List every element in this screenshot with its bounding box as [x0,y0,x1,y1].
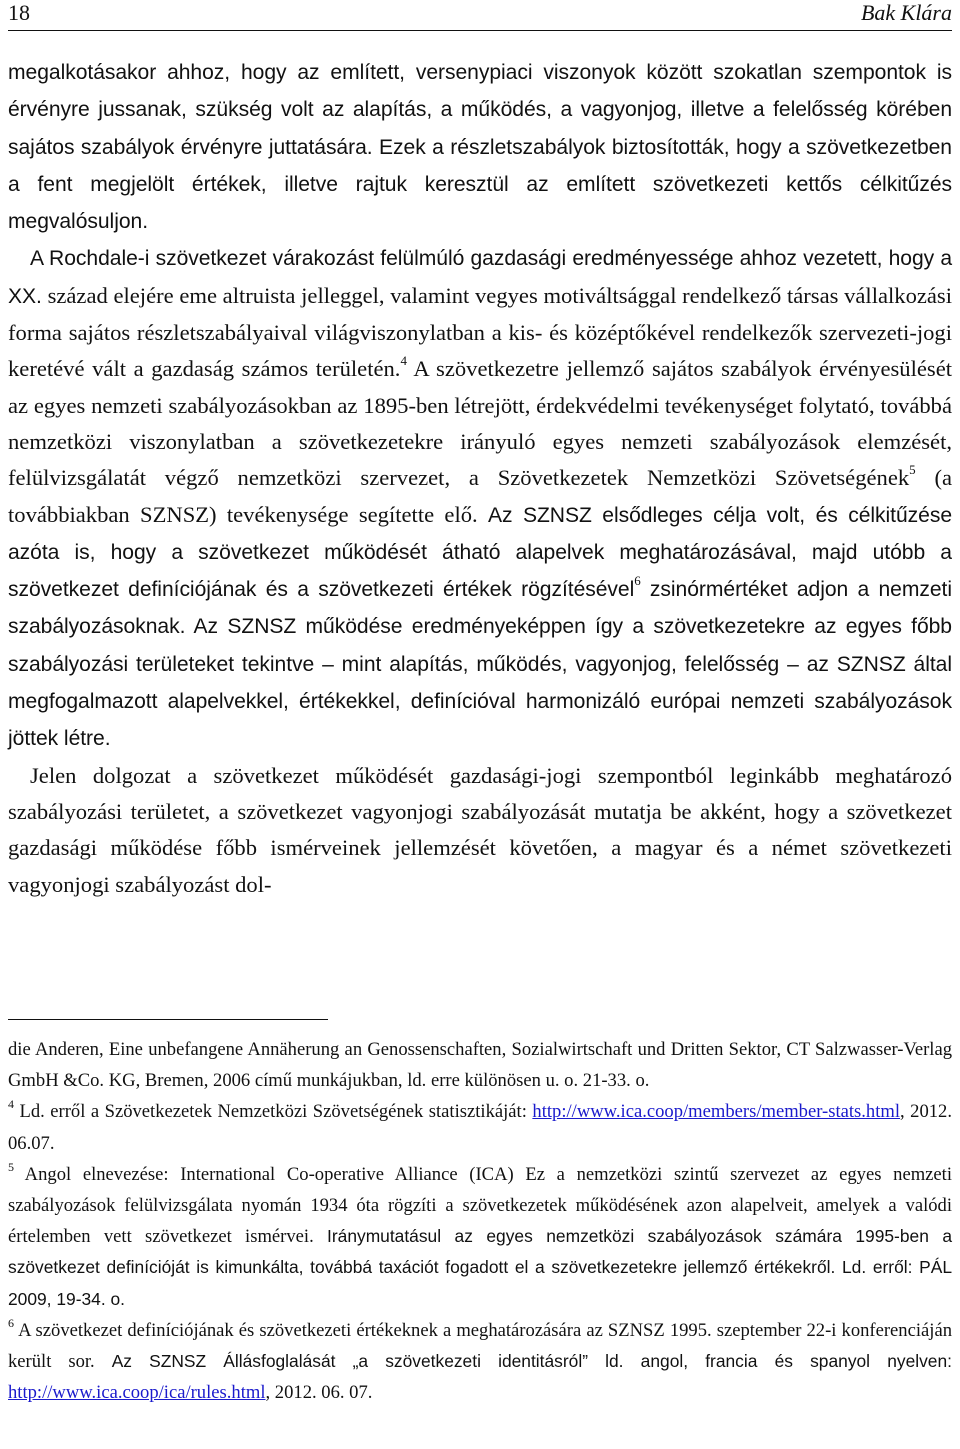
footnote-6-link[interactable]: http://www.ica.coop/ica/rules.html [8,1382,266,1404]
footnote-4-tail: , 2012. 06.07. [8,1101,953,1154]
paragraph-2 [8,240,952,757]
page-number: 18 [8,0,30,25]
page-header [8,0,952,31]
footnote-ref-6[interactable]: 6 [634,572,641,588]
paragraph-2-text-c: (a továbbiakban SZNSZ) tevékenysége segítette elő. [8,465,952,527]
footnote-4-text: Ld. erről a Szövetkezetek Nemzetközi Szövetségének statisztikáját: [19,1101,527,1123]
footnote-4 [8,1096,952,1158]
footnote-5 [8,1159,952,1315]
footnote-6-text-b: Az SZNSZ Állásfoglalását „a szövetkezeti identitásról” ld. angol, francia és spanyol nyelven: [111,1351,952,1372]
footnote-4-number: 4 [8,1097,14,1112]
footnotes [8,1034,952,1408]
paragraph-2-text-d: Az SZNSZ elsődleges célja volt, és célkitűzése azóta is, hogy a szövetkezet működését átható alapelvek meghatározásával, majd utóbb a szövetkezet definíciójának és a szövetkezeti értékek rögzítésével [8,503,952,602]
footnote-6-text: A szövetkezet definíciójának és szövetkezeti értékeknek a meghatározására az SZNSZ 1995. szeptember 22-i konferenciáján került sor. [8,1319,952,1373]
running-head-author: Bak Klára [860,0,952,25]
footnote-separator [8,1019,328,1020]
footnote-continuation: die Anderen, Eine unbefangene Annäherung an Genossenschaften, Sozialwirtschaft und Dritten Sektor, CT Salzwasser-Verlag GmbH &Co. KG, Bremen, 2006 című munkájukban, ld. erre különösen u. o. 21-33. o. [8,1039,952,1092]
paragraph-1 [8,54,952,240]
paragraph-1-text: megalkotásakor ahhoz, hogy az említett, versenypiaci viszonyok között szokatlan szempontok is érvényre jussanak, szükség volt az alapítás, a működés, a vagyonjog, illetve a felelősség körében sajátos szabályok érvényre juttatására. Ezek a részletszabályok biztosították, hogy a szövetkezetben a fent megjelölt értékek, illetve rajtuk keresztül az említett szövetkezeti kettős célkitűzés megvalósuljon. [8,61,952,234]
main-text [8,54,952,903]
paragraph-3: Jelen dolgozat a szövetkezet működését gazdasági-jogi szempontból leginkább meghatározó szabályozási területet, a szövetkezet vagyonjogi szabályozását mutatja be akként, hogy a szövetkezet gazdasági működése főbb ismérveinek jellemzését követően, a magyar és a német szövetkezeti vagyonjogi szabályozást dol- [8,762,952,897]
footnote-5-text-b: Iránymutatásul az egyes nemzetközi szabályozások számára 1995-ben a szövetkezet definícióját is kimunkálta, továbbá taxációt fogadott el a szövetkezetekre jellemző értékekről. Ld. erről: PÁL 2009, 19-34. o. [8,1226,953,1309]
footnote-4-link[interactable]: http://www.ica.coop/members/member-stats.html [532,1101,901,1123]
footnote-5-text: Angol elnevezése: International Co-operative Alliance (ICA) Ez a nemzetközi szintű szervezet az egyes nemzeti szabályozások felülvizsgálata nyomán 1934 óta rögzíti a szövetkezetek működésének azon alapelveit, amelyek a valódi értelemben vett szövetkezet ismérvei. [8,1163,952,1248]
paragraph-2-text-b: A szövetkezetre jellemző sajátos szabályok érvényesülését az egyes nemzeti szabályozásokban az 1895-ben létrejött, érdekvédelmi tevékenységet folytató, továbbá nemzetközi viszonylatban a szövetkezetekre irányuló egyes nemzeti szabályozások elemzését, felülvizsgálatát végző nemzetközi szervezet, a Szövetkezetek Nemzetközi Szövetségének [8,356,953,491]
footnote-6-number: 6 [8,1315,14,1330]
paragraph-2-text: század elejére eme altruista jelleggel, valamint vegyes motiváltsággal rendelkező társas vállalkozási forma sajátos részletszabályaival világviszonylatban a kis- és középtőkével rendelkezők szervezeti-jogi keretévé vált a gazdaság számos területén. [8,282,952,382]
footnote-6 [8,1315,952,1409]
footnote-6-tail: , 2012. 06. 07. [265,1382,373,1404]
footnote-ref-5[interactable]: 5 [909,461,916,477]
paragraph-2-lead: A Rochdale-i szövetkezet várakozást felülmúló gazdasági eredményessége ahhoz vezetett, hogy a XX. [8,247,952,308]
paragraph-2-text-e: zsinórmértéket adjon a nemzeti szabályozásoknak. Az SZNSZ működése eredményeképpen így a szövetkezetekre az egyes főbb szabályozási területeket tekintve – mint alapítás, működés, vagyonjog, felelősség – az SZNSZ által megfogalmazott alapelvekkel, értékekkel, definícióval harmonizáló európai nemzeti szabályozások jöttek létre. [8,578,953,751]
footnote-5-number: 5 [8,1159,14,1174]
footnote-ref-4[interactable]: 4 [400,352,407,368]
